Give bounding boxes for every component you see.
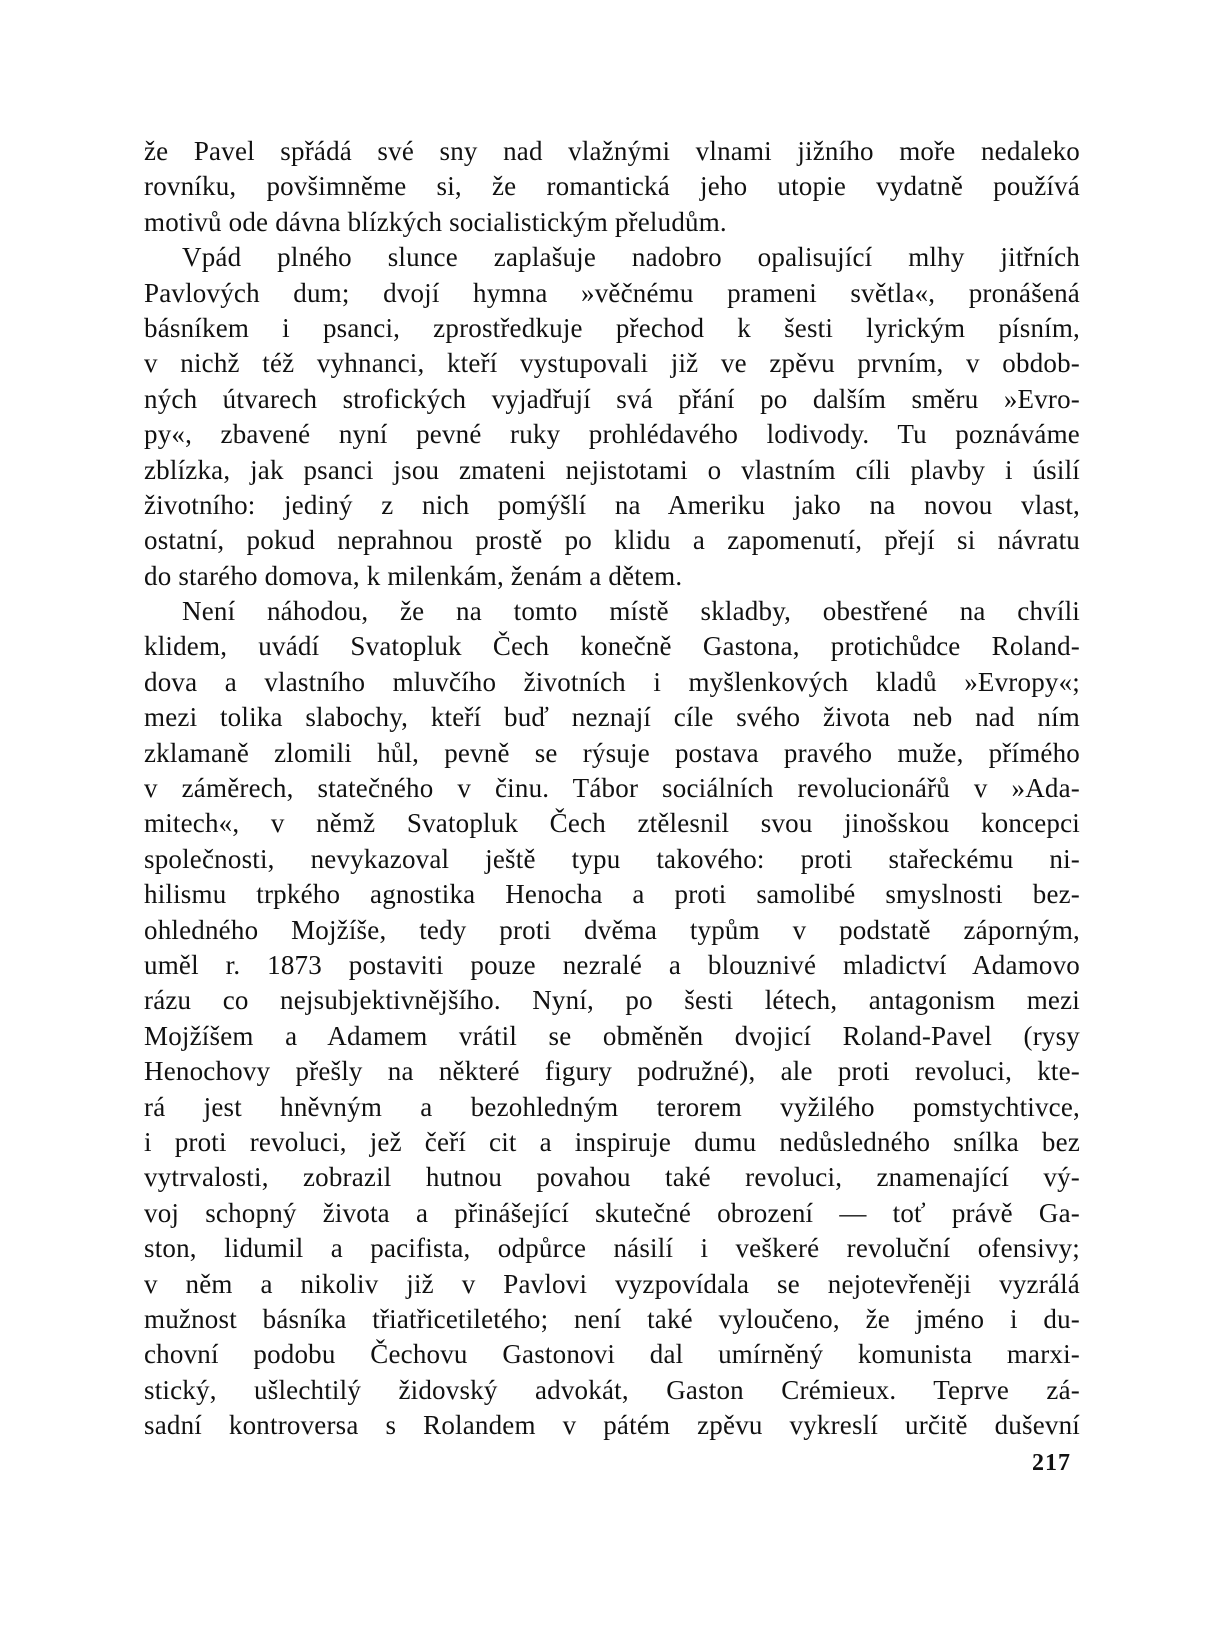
text-line: mitech«, v němž Svatopluk Čech ztělesnil svou jinošskou koncepci	[144, 808, 1080, 839]
page-number: 217	[1032, 1450, 1071, 1476]
text-line: hilismu trpkého agnostika Henocha a proti samolibé smyslnosti bez-	[144, 879, 1080, 910]
text-line: ostatní, pokud neprahnou prostě po klidu a zapomenutí, přejí si návratu	[144, 525, 1080, 556]
text-line: že Pavel spřádá své sny nad vlažnými vlnami jižního moře nedaleko	[144, 136, 1080, 166]
text-line: do starého domova, k milenkám, ženám a dětem.	[144, 560, 683, 591]
text-line: Henochovy přešly na některé figury podružné), ale proti revoluci, kte-	[144, 1056, 1080, 1087]
text-line: ných útvarech strofických vyjadřují svá přání po dalším směru »Evro-	[144, 383, 1080, 414]
text-line: klidem, uvádí Svatopluk Čech konečně Gastona, protichůdce Roland-	[144, 631, 1080, 662]
text-line: sadní kontroversa s Rolandem v pátém zpěvu vykreslí určitě duševní	[144, 1410, 1080, 1441]
text-line: motivů ode dávna blízkých socialistickým přeludům.	[144, 206, 727, 237]
text-line: stický, ušlechtilý židovský advokát, Gaston Crémieux. Teprve zá-	[144, 1374, 1080, 1405]
text-line: ston, lidumil a pacifista, odpůrce násilí i veškeré revoluční ofensivy;	[144, 1233, 1080, 1264]
text-line: chovní podobu Čechovu Gastonovi dal umírněný komunista marxi-	[144, 1339, 1080, 1370]
text-line: rázu co nejsubjektivnějšího. Nyní, po šesti létech, antagonism mezi	[144, 985, 1080, 1016]
text-line: rovníku, povšimněme si, že romantická jeho utopie vydatně používá	[144, 171, 1080, 202]
body-text	[144, 134, 1080, 1443]
text-line: i proti revoluci, jež čeří cit a inspiruje dumu nedůsledného snílka bez	[144, 1126, 1080, 1157]
text-line: básníkem i psanci, zprostředkuje přechod k šesti lyrickým písním,	[144, 312, 1080, 343]
text-line: voj schopný života a přinášející skutečné obrození — toť právě Ga-	[144, 1197, 1080, 1228]
text-line: ohledného Mojžíše, tedy proti dvěma typům v podstatě záporným,	[144, 914, 1080, 945]
text-line: Není náhodou, že na tomto místě skladby, obestřené na chvíli	[182, 596, 1080, 627]
text-line: Mojžíšem a Adamem vrátil se obměněn dvojicí Roland-Pavel (rysy	[144, 1020, 1080, 1051]
text-line: v záměrech, statečného v činu. Tábor sociálních revolucionářů v »Ada-	[144, 773, 1080, 804]
text-line: mužnost básníka třiatřicetiletého; není také vyloučeno, že jméno i du-	[144, 1303, 1080, 1334]
text-line: dova a vlastního mluvčího životních i myšlenkových kladů »Evropy«;	[144, 666, 1080, 697]
text-line: vytrvalosti, zobrazil hutnou povahou také revoluci, znamenající vý-	[144, 1162, 1080, 1193]
text-line: v něm a nikoliv již v Pavlovi vyzpovídala se nejotevřeněji vyzrálá	[144, 1268, 1080, 1299]
text-line: v nichž též vyhnanci, kteří vystupovali již ve zpěvu prvním, v obdob-	[144, 348, 1080, 379]
text-line: Vpád plného slunce zaplašuje nadobro opalisující mlhy jitřních	[182, 242, 1080, 273]
text-line: společnosti, nevykazoval ještě typu takového: proti stařeckému ni-	[144, 843, 1080, 874]
text-line: rá jest hněvným a bezohledným terorem vyžilého pomstychtivce,	[144, 1091, 1080, 1122]
text-line: zblízka, jak psanci jsou zmateni nejistotami o vlastním cíli plavby i úsilí	[144, 454, 1080, 485]
text-line: zklamaně zlomili hůl, pevně se rýsuje postava pravého muže, přímého	[144, 737, 1080, 768]
text-line: mezi tolika slabochy, kteří buď neznají cíle svého života neb nad ním	[144, 702, 1080, 733]
text-line: py«, zbavené nyní pevné ruky prohlédavého lodivody. Tu poznáváme	[144, 419, 1080, 450]
text-line: uměl r. 1873 postaviti pouze nezralé a blouznivé mladictví Adamovo	[144, 949, 1080, 980]
text-line: Pavlových dum; dvojí hymna »věčnému prameni světla«, pronášená	[144, 277, 1080, 308]
text-line: životního: jediný z nich pomýšlí na Ameriku jako na novou vlast,	[144, 489, 1080, 520]
